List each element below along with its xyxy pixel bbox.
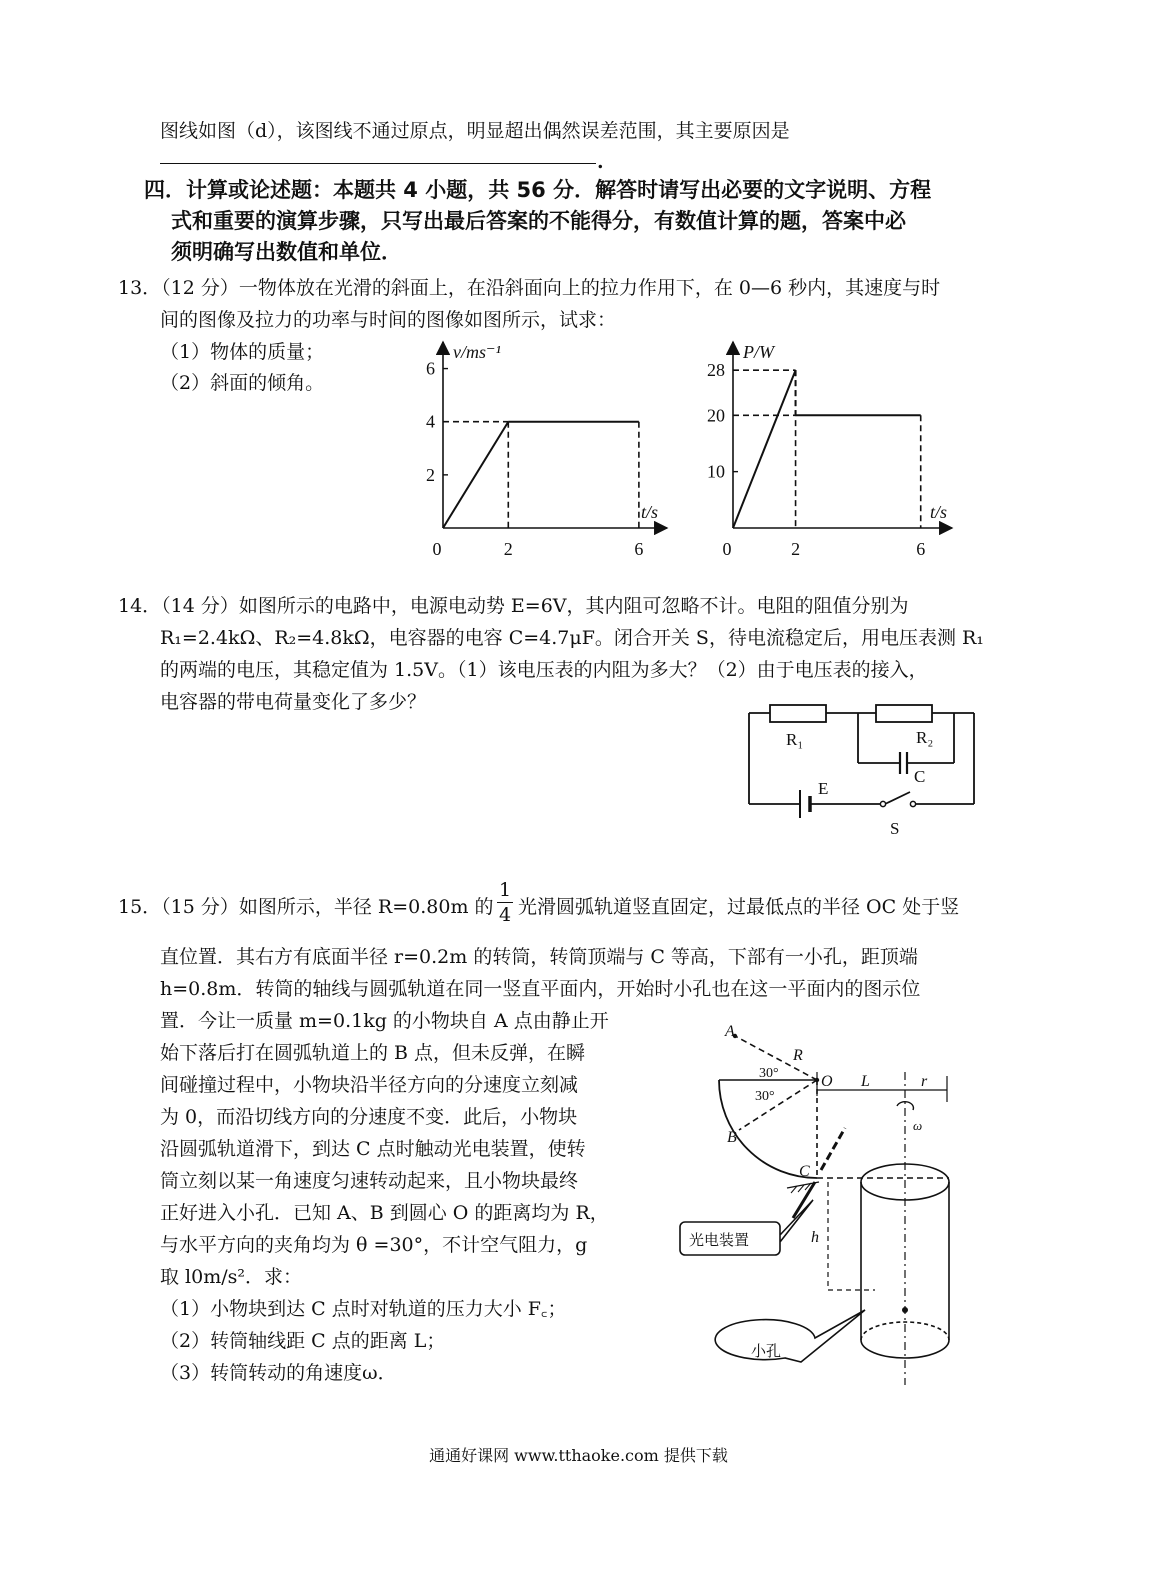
q15-para-line: 沿圆弧轨道滑下，到达 C 点时触动光电装置，使转 — [160, 1138, 586, 1160]
p-chart-y-tick-label: 20 — [707, 405, 725, 426]
v-chart-y-tick-label: 4 — [426, 411, 435, 432]
section-heading-line-2: 式和重要的演算步骤，只写出最后答案的不能得分，有数值计算的题，答案中必 — [171, 209, 906, 233]
q13-subquestion-2: （2）斜面的倾角。 — [160, 372, 325, 394]
r2-label: R₂ — [916, 728, 934, 747]
p-chart-x-tick-label: 6 — [916, 539, 926, 559]
q15-subquestion-1: （1）小物块到达 C 点时对轨道的压力大小 F꜀； — [160, 1298, 567, 1320]
p-chart-y-tick-label: 28 — [707, 360, 725, 381]
answer-blank-line — [160, 163, 596, 164]
line-o-to-b — [739, 1080, 817, 1130]
v-chart-x-label: t/s — [641, 502, 659, 522]
resistor-r1 — [770, 705, 826, 722]
v-chart-x-tick-label: 6 — [634, 539, 644, 559]
p-chart-y-tick-label: 10 — [707, 461, 725, 482]
q15-para-line: 取 l0m/s²．求： — [160, 1266, 302, 1288]
p-chart-x-label: t/s — [930, 502, 948, 522]
velocity-time-chart — [405, 330, 680, 568]
circuit-diagram — [740, 698, 990, 843]
switch-contact-right — [910, 801, 915, 806]
q15-para-line: 筒立刻以某一角速度匀速转动起来，且小物块最终 — [160, 1170, 579, 1192]
q15-line-1a: 15．（15 分）如图所示，半径 R=0.80m 的 — [118, 896, 494, 918]
label-l: L — [861, 1073, 870, 1090]
fraction-numerator: 1 — [498, 879, 512, 901]
q14-line-1: 14．（14 分）如图所示的电路中，电源电动势 E=6V，其内阻可忽略不计。电阻的阻值分别为 — [118, 595, 909, 617]
label-omega: ω — [913, 1118, 923, 1133]
blank-period: . — [597, 151, 604, 173]
p-chart-y-label: P/W — [743, 342, 774, 362]
hole-marker — [902, 1307, 908, 1313]
q15-para-line: 间碰撞过程中，小物块沿半径方向的分速度立刻减 — [160, 1074, 579, 1096]
q15-paragraph — [160, 1005, 609, 1389]
label-r-big: R — [793, 1047, 803, 1064]
device-label: 光电装置 — [689, 1231, 750, 1249]
v-chart-y-tick-label: 6 — [426, 358, 435, 379]
section-heading-line-1: 四．计算或论述题：本题共 4 小题，共 56 分．解答时请写出必要的文字说明、方程 — [144, 178, 932, 202]
q15-para-line: 为 0，而沿切线方向的分速度不变．此后，小物块 — [160, 1106, 578, 1128]
track-and-cylinder-figure — [675, 1010, 975, 1395]
q13-line-2: 间的图像及拉力的功率与时间的图像如图所示，试求： — [160, 309, 617, 331]
q14-line-2: R₁=2.4kΩ、R₂=4.8kΩ，电容器的电容 C=4.7μF。闭合开关 S，待电流稳定后，用电压表测 R₁ — [160, 627, 984, 649]
s-label: S — [890, 819, 900, 838]
power-time-chart — [690, 330, 965, 568]
q13-subquestion-1: （1）物体的质量； — [160, 341, 325, 363]
q15-para-line: 始下落后打在圆弧轨道上的 B 点，但未反弹，在瞬 — [160, 1042, 586, 1064]
q15-subquestion-2: （2）转筒轴线距 C 点的距离 L； — [160, 1330, 446, 1352]
label-c: C — [799, 1163, 810, 1180]
q14-line-3: 的两端的电压，其稳定值为 1.5V。（1）该电压表的内阻为多大？（2）由于电压表的接入， — [160, 659, 928, 681]
v-chart-x-tick-label: 0 — [432, 539, 442, 559]
hole-label: 小孔 — [751, 1342, 782, 1360]
section-heading-line-3: 须明确写出数值和单位． — [171, 240, 402, 264]
hole-callout — [715, 1310, 865, 1362]
q15-line-1b: 光滑圆弧轨道竖直固定，过最低点的半径 OC 处于竖 — [518, 896, 960, 918]
angle-label-top: 30° — [759, 1066, 779, 1081]
fraction-denominator: 4 — [498, 904, 512, 926]
v-chart-series-segment — [443, 422, 508, 528]
v-chart-x-tick-label: 2 — [503, 539, 513, 559]
label-h: h — [811, 1229, 819, 1246]
question-12-ending-text: 图线如图（d），该图线不通过原点，明显超出偶然误差范围，其主要原因是 — [160, 120, 790, 142]
p-chart-x-tick-label: 0 — [722, 539, 732, 559]
q15-para-line: 正好进入小孔．已知 A、B 到圆心 O 的距离均为 R， — [160, 1202, 609, 1224]
q15-line-2: 直位置．其右方有底面半径 r=0.2m 的转筒，转筒顶端与 C 等高，下部有一小孔，距顶端 — [160, 946, 918, 968]
point-o — [815, 1078, 819, 1082]
q15-line-3: h=0.8m．转筒的轴线与圆弧轨道在同一竖直平面内，开始时小孔也在这一平面内的图示位 — [160, 978, 921, 1000]
switch-contact-left — [880, 801, 885, 806]
q15-para-line: 置．今让一质量 m=0.1kg 的小物块自 A 点由静止开 — [160, 1010, 609, 1032]
p-chart-x-tick-label: 2 — [791, 539, 801, 559]
p-chart-series-segment — [733, 370, 796, 528]
label-r-small: r — [921, 1073, 928, 1090]
label-o: O — [821, 1073, 833, 1090]
v-chart-y-label: v/ms⁻¹ — [453, 342, 501, 362]
fraction-one-quarter — [498, 878, 512, 927]
angle-label-bottom: 30° — [755, 1089, 775, 1104]
q15-para-line: 与水平方向的夹角均为 θ =30°，不计空气阻力，g — [160, 1234, 588, 1256]
v-chart-y-tick-label: 2 — [426, 464, 435, 485]
label-a: A — [725, 1023, 735, 1040]
e-label: E — [818, 779, 829, 798]
page-footer: 通通好课网 www.tthaoke.com 提供下载 — [429, 1446, 728, 1465]
switch-blade — [885, 792, 910, 804]
r1-label: R₁ — [786, 730, 804, 749]
resistor-r2 — [876, 705, 932, 722]
q15-subquestion-3: （3）转筒转动的角速度ω． — [160, 1362, 397, 1384]
q14-line-4: 电容器的带电荷量变化了多少？ — [160, 691, 427, 713]
c-label: C — [914, 767, 926, 786]
label-b: B — [727, 1129, 737, 1146]
q13-line-1: 13．（12 分）一物体放在光滑的斜面上，在沿斜面向上的拉力作用下，在 0—6 秒内，其速度与时 — [118, 277, 941, 299]
